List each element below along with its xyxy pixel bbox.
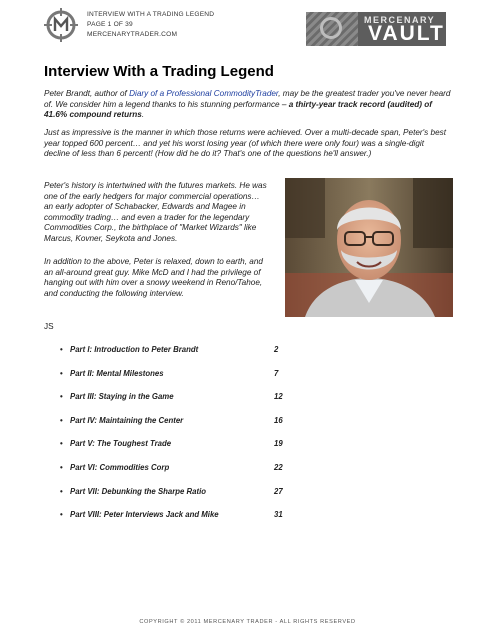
toc-label: Part VIII: Peter Interviews Jack and Mike (70, 510, 219, 520)
intro-highlight: a thirty-year track record (audited) of 41.6% compound returns (44, 99, 433, 119)
toc-entry[interactable] (58, 416, 298, 440)
toc-entry[interactable] (58, 463, 298, 487)
toc-page-number: 16 (274, 415, 283, 425)
bullet-icon: • (60, 439, 63, 449)
toc-entry[interactable] (58, 487, 298, 511)
toc-label: Part VI: Commodities Corp (70, 462, 170, 472)
toc-page-number: 12 (274, 392, 283, 402)
intro-text-c: . (141, 110, 145, 119)
header-website: MERCENARYTRADER.COM (87, 31, 178, 38)
signature: JS (44, 322, 54, 331)
toc-page-number: 27 (274, 486, 283, 496)
toc-entry[interactable] (58, 439, 298, 463)
history-paragraph: Peter's history is intertwined with the futures markets. He was one of the early hedgers for major commercial operations… an early adopter of Schabacker, Edwards and Magee in commodity trading… and even a trader for the legendary Commodities Corp., the birthplace of "Market Wizards" like Marcus, Kovner, Seykota and Jones. (44, 181, 267, 243)
intro-paragraph (44, 89, 452, 121)
vault-brand-top: MERCENARY (364, 15, 436, 25)
table-of-contents (58, 345, 298, 534)
bullet-icon: • (60, 392, 63, 402)
toc-label: Part IV: Maintaining the Center (70, 415, 184, 425)
toc-entry[interactable] (58, 392, 298, 416)
toc-page-number: 2 (274, 345, 279, 354)
toc-entry[interactable] (58, 369, 298, 393)
toc-page-number: 31 (274, 510, 283, 520)
header-text (87, 10, 214, 40)
peter-brandt-photo (285, 178, 453, 317)
toc-label: Part II: Mental Milestones (70, 368, 164, 378)
vault-dial-graphic (306, 12, 358, 46)
toc-label: Part V: The Toughest Trade (70, 439, 172, 449)
bullet-icon: • (60, 345, 63, 354)
toc-label: Part VII: Debunking the Sharpe Ratio (70, 486, 207, 496)
toc-entry[interactable] (58, 510, 298, 534)
book-link[interactable]: Diary of a Professional CommodityTrader (129, 89, 279, 98)
toc-label: Part I: Introduction to Peter Brandt (70, 345, 199, 354)
intro-text-a: Peter Brandt, author of (44, 89, 130, 98)
mercenary-crosshair-logo (44, 8, 78, 42)
intro-text-b: , may be the greatest trader you've never heard of. We consider him a legend thanks to his stunning performance – (44, 89, 451, 109)
toc-label: Part III: Staying in the Game (70, 392, 174, 402)
toc-entry[interactable] (58, 345, 298, 369)
toc-page-number: 22 (274, 462, 283, 472)
bullet-icon: • (60, 486, 63, 496)
bullet-icon: • (60, 462, 63, 472)
returns-paragraph: Just as impressive is the manner in which those returns were achieved. Over a multi-decade span, Peter's best year topped 600 percent… and yet his worst losing year (of which there were only four) was a single-digit decline of less than 6 percent! (How did he do it? That's one of the questions he'll answer.) (44, 128, 447, 158)
bullet-icon: • (60, 415, 63, 425)
header-page-number: PAGE 1 OF 39 (87, 21, 133, 28)
copyright-footer: COPYRIGHT © 2011 MERCENARY TRADER - ALL RIGHTS RESERVED (139, 619, 356, 625)
mercenary-vault-banner (306, 12, 446, 46)
toc-page-number: 19 (274, 439, 283, 449)
page-title: Interview With a Trading Legend (44, 63, 274, 80)
about-paragraph: In addition to the above, Peter is relaxed, down to earth, and an all-around great guy. Mike McD and I had the privilege of hanging out with him over a snowy weekend in Reno/Tahoe, and conducting the following interview. (44, 257, 263, 298)
bullet-icon: • (60, 368, 63, 378)
bullet-icon: • (60, 510, 63, 520)
toc-page-number: 7 (274, 368, 279, 378)
vault-brand-main: VAULT (368, 22, 445, 45)
header-doc-title: INTERVIEW WITH A TRADING LEGEND (87, 11, 215, 18)
